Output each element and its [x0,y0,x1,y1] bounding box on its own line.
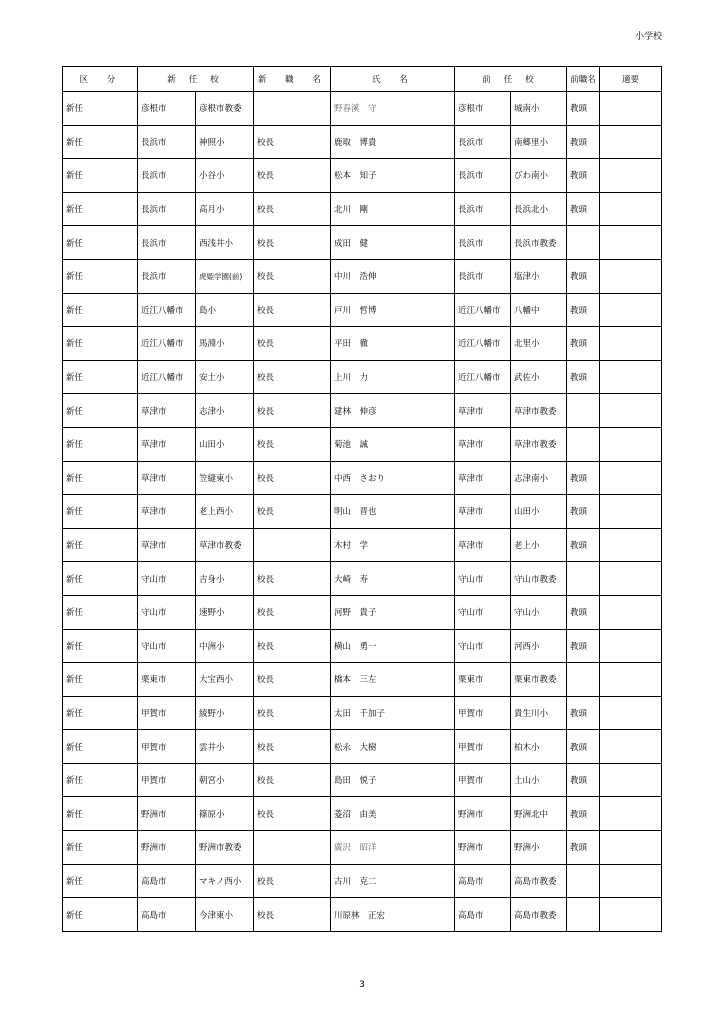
prev-title-cell: 教頭 [567,797,600,831]
prev-title-cell: 教頭 [567,595,600,629]
prev-school-cell: 野洲小 [511,831,567,865]
name-cell: 野春溪 守 [331,92,455,126]
table-row [63,327,662,361]
new-title-cell: 校長 [254,595,331,629]
new-title-cell: 校長 [254,696,331,730]
new-title-cell: 校長 [254,562,331,596]
new-title-cell: 校長 [254,192,331,226]
new-school-cell: 安土小 [196,360,254,394]
prev-city-cell: 守山市 [455,562,511,596]
new-city-cell: 草津市 [138,528,196,562]
name-cell: 平田 徹 [331,327,455,361]
new-school-cell: 大宝西小 [196,663,254,697]
table-row [63,226,662,260]
prev-title-cell [567,864,600,898]
new-title-cell: 校長 [254,293,331,327]
kubun-cell: 新任 [63,831,138,865]
prev-school-cell: 長浜北小 [511,192,567,226]
kubun-cell: 新任 [63,730,138,764]
prev-school-cell: 高島市教委 [511,864,567,898]
remarks-cell [600,259,662,293]
kubun-cell: 新任 [63,293,138,327]
new-school-cell: 雲井小 [196,730,254,764]
prev-title-cell: 教頭 [567,730,600,764]
prev-city-cell: 草津市 [455,394,511,428]
prev-city-cell: 甲賀市 [455,730,511,764]
prev-title-cell: 教頭 [567,327,600,361]
new-title-cell: 校長 [254,730,331,764]
name-cell: 中西 さおり [331,461,455,495]
table-row [63,696,662,730]
name-cell: 島田 悦子 [331,763,455,797]
prev-city-cell: 守山市 [455,629,511,663]
table-row [63,730,662,764]
prev-school-cell: 長浜市教委 [511,226,567,260]
new-city-cell: 長浜市 [138,192,196,226]
name-cell: 中川 浩伸 [331,259,455,293]
table-row [63,159,662,193]
remarks-cell [600,92,662,126]
prev-school-cell: 貴生川小 [511,696,567,730]
prev-title-cell: 教頭 [567,92,600,126]
name-cell: 鹿取 博貴 [331,125,455,159]
remarks-cell [600,192,662,226]
remarks-cell [600,159,662,193]
kubun-cell: 新任 [63,159,138,193]
header-remarks: 適要 [600,67,662,92]
prev-city-cell: 長浜市 [455,259,511,293]
remarks-cell [600,327,662,361]
prev-school-cell: 草津市教委 [511,394,567,428]
name-cell: 太田 千加子 [331,696,455,730]
prev-city-cell: 守山市 [455,595,511,629]
new-school-cell: 高月小 [196,192,254,226]
new-city-cell: 草津市 [138,495,196,529]
kubun-cell: 新任 [63,192,138,226]
personnel-table [62,66,662,932]
remarks-cell [600,898,662,932]
table-row [63,763,662,797]
new-city-cell: 彦根市 [138,92,196,126]
table-row [63,394,662,428]
prev-city-cell: 野洲市 [455,797,511,831]
name-cell: 北川 剛 [331,192,455,226]
table-header-row [63,67,662,92]
name-cell: 成田 健 [331,226,455,260]
prev-city-cell: 草津市 [455,461,511,495]
new-title-cell: 校長 [254,495,331,529]
new-city-cell: 長浜市 [138,259,196,293]
prev-school-cell: 守山市教委 [511,562,567,596]
prev-title-cell [567,663,600,697]
name-cell: 菊池 誠 [331,427,455,461]
remarks-cell [600,562,662,596]
remarks-cell [600,394,662,428]
name-cell: 明山 晋也 [331,495,455,529]
prev-title-cell: 教頭 [567,259,600,293]
prev-city-cell: 近江八幡市 [455,327,511,361]
table-row [63,528,662,562]
prev-city-cell: 長浜市 [455,125,511,159]
prev-city-cell: 野洲市 [455,831,511,865]
remarks-cell [600,730,662,764]
new-school-cell: 篠原小 [196,797,254,831]
prev-school-cell: 塩津小 [511,259,567,293]
new-title-cell: 校長 [254,797,331,831]
new-title-cell: 校長 [254,763,331,797]
new-title-cell: 校長 [254,226,331,260]
remarks-cell [600,495,662,529]
kubun-cell: 新任 [63,864,138,898]
name-cell: 廣沢 昭洋 [331,831,455,865]
kubun-cell: 新任 [63,427,138,461]
new-school-cell: 西浅井小 [196,226,254,260]
new-school-cell: 笠縫東小 [196,461,254,495]
kubun-cell: 新任 [63,360,138,394]
prev-title-cell: 教頭 [567,293,600,327]
new-school-cell: 虎姫学園(前) [196,259,254,293]
header-new-title: 新 職 名 [254,67,331,92]
prev-city-cell: 草津市 [455,495,511,529]
remarks-cell [600,226,662,260]
prev-city-cell: 近江八幡市 [455,360,511,394]
new-school-cell: 野洲市教委 [196,831,254,865]
table-body [63,92,662,932]
table-row [63,562,662,596]
new-title-cell [254,831,331,865]
prev-title-cell: 教頭 [567,528,600,562]
new-title-cell: 校長 [254,327,331,361]
kubun-cell: 新任 [63,595,138,629]
new-city-cell: 近江八幡市 [138,293,196,327]
prev-school-cell: 草津市教委 [511,427,567,461]
kubun-cell: 新任 [63,92,138,126]
prev-school-cell: 南郷里小 [511,125,567,159]
name-cell: 河野 貴子 [331,595,455,629]
new-school-cell: 中洲小 [196,629,254,663]
new-title-cell: 校長 [254,394,331,428]
new-school-cell: 朝宮小 [196,763,254,797]
new-school-cell: マキノ西小 [196,864,254,898]
name-cell: 建林 伸彦 [331,394,455,428]
remarks-cell [600,125,662,159]
remarks-cell [600,629,662,663]
new-title-cell: 校長 [254,125,331,159]
prev-school-cell: 高島市教委 [511,898,567,932]
kubun-cell: 新任 [63,528,138,562]
prev-city-cell: 草津市 [455,528,511,562]
new-city-cell: 草津市 [138,461,196,495]
new-city-cell: 長浜市 [138,125,196,159]
prev-school-cell: 土山小 [511,763,567,797]
prev-title-cell: 教頭 [567,192,600,226]
table-row [63,192,662,226]
new-title-cell: 校長 [254,259,331,293]
new-city-cell: 甲賀市 [138,763,196,797]
table-row [63,360,662,394]
prev-city-cell: 甲賀市 [455,696,511,730]
table-row [63,259,662,293]
prev-city-cell: 栗東市 [455,663,511,697]
kubun-cell: 新任 [63,562,138,596]
kubun-cell: 新任 [63,629,138,663]
name-cell: 大崎 寿 [331,562,455,596]
remarks-cell [600,831,662,865]
new-school-cell: 山田小 [196,427,254,461]
new-city-cell: 長浜市 [138,159,196,193]
new-city-cell: 近江八幡市 [138,327,196,361]
new-city-cell: 高島市 [138,864,196,898]
prev-title-cell: 教頭 [567,461,600,495]
school-level-label: 小学校 [634,32,662,42]
prev-title-cell: 教頭 [567,125,600,159]
remarks-cell [600,864,662,898]
prev-school-cell: 野洲北中 [511,797,567,831]
new-school-cell: 小谷小 [196,159,254,193]
new-title-cell: 校長 [254,360,331,394]
new-city-cell: 守山市 [138,562,196,596]
new-city-cell: 守山市 [138,629,196,663]
prev-title-cell: 教頭 [567,696,600,730]
new-school-cell: 島小 [196,293,254,327]
new-city-cell: 野洲市 [138,797,196,831]
name-cell: 菱沼 由美 [331,797,455,831]
new-school-cell: 今津東小 [196,898,254,932]
prev-city-cell: 高島市 [455,864,511,898]
new-title-cell: 校長 [254,663,331,697]
new-city-cell: 草津市 [138,427,196,461]
new-city-cell: 長浜市 [138,226,196,260]
prev-school-cell: 山田小 [511,495,567,529]
prev-title-cell [567,562,600,596]
remarks-cell [600,663,662,697]
prev-school-cell: 河西小 [511,629,567,663]
kubun-cell: 新任 [63,898,138,932]
table-row [63,125,662,159]
prev-school-cell: 守山小 [511,595,567,629]
new-city-cell: 守山市 [138,595,196,629]
name-cell: 横山 勇一 [331,629,455,663]
table-row [63,92,662,126]
new-title-cell [254,528,331,562]
name-cell: 上川 力 [331,360,455,394]
prev-title-cell: 教頭 [567,629,600,663]
prev-school-cell: 老上小 [511,528,567,562]
new-school-cell: 綾野小 [196,696,254,730]
kubun-cell: 新任 [63,797,138,831]
new-title-cell: 校長 [254,864,331,898]
table-row [63,461,662,495]
new-school-cell: 速野小 [196,595,254,629]
prev-school-cell: 志津南小 [511,461,567,495]
new-city-cell: 栗東市 [138,663,196,697]
prev-city-cell: 草津市 [455,427,511,461]
name-cell: 川原林 正宏 [331,898,455,932]
prev-title-cell: 教頭 [567,495,600,529]
new-title-cell: 校長 [254,461,331,495]
prev-title-cell [567,226,600,260]
new-title-cell: 校長 [254,898,331,932]
new-city-cell: 草津市 [138,394,196,428]
name-cell: 木村 学 [331,528,455,562]
prev-city-cell: 長浜市 [455,159,511,193]
table-row [63,864,662,898]
header-prev-title: 前職名 [567,67,600,92]
remarks-cell [600,528,662,562]
new-title-cell [254,92,331,126]
prev-school-cell: 北里小 [511,327,567,361]
table-row [63,831,662,865]
table-row [63,629,662,663]
prev-school-cell: 武佐小 [511,360,567,394]
kubun-cell: 新任 [63,259,138,293]
prev-title-cell [567,898,600,932]
table-row [63,293,662,327]
new-school-cell: 彦根市教委 [196,92,254,126]
table-row [63,427,662,461]
prev-title-cell [567,427,600,461]
prev-city-cell: 甲賀市 [455,763,511,797]
header-prev-school: 前 任 校 [455,67,567,92]
prev-city-cell: 近江八幡市 [455,293,511,327]
new-city-cell: 甲賀市 [138,696,196,730]
prev-title-cell: 教頭 [567,360,600,394]
new-city-cell: 近江八幡市 [138,360,196,394]
kubun-cell: 新任 [63,495,138,529]
name-cell: 古川 克二 [331,864,455,898]
header-new-school: 新 任 校 [138,67,254,92]
table-row [63,898,662,932]
name-cell: 松永 大樹 [331,730,455,764]
prev-school-cell: 栗東市教委 [511,663,567,697]
kubun-cell: 新任 [63,327,138,361]
prev-title-cell: 教頭 [567,763,600,797]
table-row [63,495,662,529]
prev-school-cell: 八幡中 [511,293,567,327]
kubun-cell: 新任 [63,763,138,797]
new-city-cell: 野洲市 [138,831,196,865]
remarks-cell [600,696,662,730]
header-kubun: 区 分 [63,67,138,92]
kubun-cell: 新任 [63,125,138,159]
new-title-cell: 校長 [254,159,331,193]
new-title-cell: 校長 [254,427,331,461]
prev-school-cell: 柏木小 [511,730,567,764]
new-city-cell: 高島市 [138,898,196,932]
kubun-cell: 新任 [63,461,138,495]
new-city-cell: 甲賀市 [138,730,196,764]
prev-city-cell: 長浜市 [455,226,511,260]
prev-school-cell: びわ南小 [511,159,567,193]
new-school-cell: 吉身小 [196,562,254,596]
new-school-cell: 老上西小 [196,495,254,529]
remarks-cell [600,595,662,629]
kubun-cell: 新任 [63,394,138,428]
new-school-cell: 神照小 [196,125,254,159]
kubun-cell: 新任 [63,226,138,260]
prev-title-cell: 教頭 [567,831,600,865]
name-cell: 橋本 三左 [331,663,455,697]
new-school-cell: 馬淵小 [196,327,254,361]
table-row [63,663,662,697]
kubun-cell: 新任 [63,696,138,730]
new-title-cell: 校長 [254,629,331,663]
new-school-cell: 草津市教委 [196,528,254,562]
prev-city-cell: 彦根市 [455,92,511,126]
prev-title-cell [567,394,600,428]
remarks-cell [600,360,662,394]
page-number: 3 [359,980,365,990]
remarks-cell [600,797,662,831]
header-name: 氏 名 [331,67,455,92]
remarks-cell [600,427,662,461]
table-row [63,797,662,831]
kubun-cell: 新任 [63,663,138,697]
prev-school-cell: 城南小 [511,92,567,126]
name-cell: 松本 知子 [331,159,455,193]
table-row [63,595,662,629]
remarks-cell [600,461,662,495]
name-cell: 戸川 哲博 [331,293,455,327]
remarks-cell [600,763,662,797]
prev-title-cell: 教頭 [567,159,600,193]
remarks-cell [600,293,662,327]
prev-city-cell: 長浜市 [455,192,511,226]
prev-city-cell: 高島市 [455,898,511,932]
new-school-cell: 志津小 [196,394,254,428]
